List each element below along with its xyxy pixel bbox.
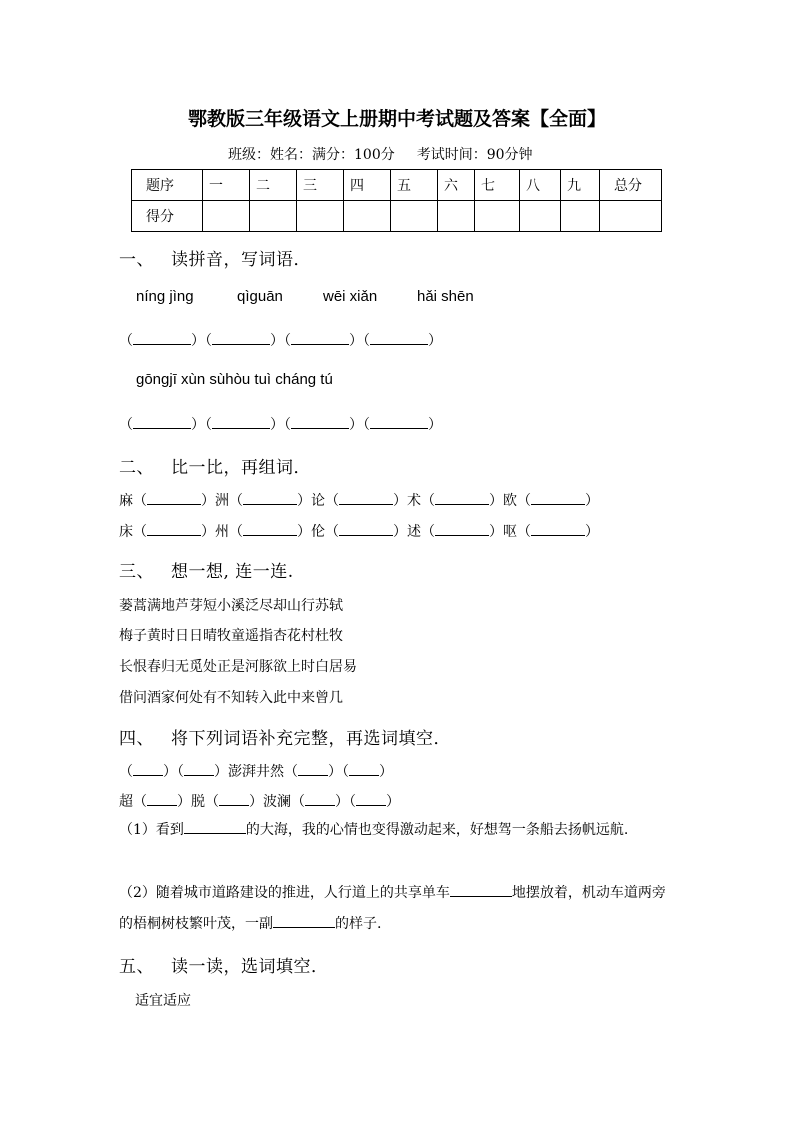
score-header-cell: 七: [475, 170, 520, 201]
character: 术: [407, 493, 421, 509]
score-header-cell: 三: [297, 170, 344, 201]
answer-blank[interactable]: [450, 885, 512, 897]
section-1-heading: 一、 读拼音，写词语．: [119, 250, 311, 270]
poem-line: 蒌蒿满地芦芽短小溪泛尽却山行苏轼: [119, 598, 343, 614]
idiom-part: 脱: [191, 794, 205, 810]
score-cell[interactable]: [600, 201, 662, 232]
answer-blank[interactable]: [435, 493, 489, 505]
class-name-score: 班级：姓名：满分：100分: [228, 147, 395, 163]
character: 述: [407, 524, 421, 540]
answer-blanks-row-1: （ ）（ ）（ ）（ ）: [119, 333, 442, 349]
answer-blank[interactable]: [133, 333, 191, 345]
question-1: （1）看到 的大海，我的心情也变得激动起来，好想驾一条船去扬帆远航.: [119, 822, 629, 838]
answer-blank[interactable]: [147, 794, 177, 806]
answer-blank[interactable]: [243, 524, 297, 536]
compare-row-2: 床（ ）州（ ）伦（ ）述（ ）呕（ ）: [119, 524, 599, 540]
pinyin-item: wēi xiǎn: [323, 288, 378, 305]
answer-blank[interactable]: [219, 794, 249, 806]
character: 麻: [119, 493, 133, 509]
answer-blank[interactable]: [184, 822, 246, 834]
answer-blank[interactable]: [212, 333, 270, 345]
score-header-cell: 题序: [132, 170, 203, 201]
answer-blank[interactable]: [184, 764, 214, 776]
idiom-part: 澎湃井然: [228, 764, 284, 780]
character: 欧: [503, 493, 517, 509]
idiom-part: 超: [119, 794, 133, 810]
score-header-cell: 九: [561, 170, 600, 201]
compare-row-1: 麻（ ）洲（ ）论（ ）术（ ）欧（ ）: [119, 493, 599, 509]
idiom-row-1: （ ）（ ）澎湃井然（ ）（ ）: [119, 764, 393, 780]
score-header-cell: 五: [391, 170, 438, 201]
score-cell[interactable]: [561, 201, 600, 232]
section-5-heading: 五、 读一读，选词填空．: [119, 957, 329, 977]
word-choices: 适宜适应: [135, 993, 191, 1009]
answer-blank[interactable]: [212, 417, 270, 429]
score-header-cell: 一: [203, 170, 250, 201]
section-3-heading: 三、 想一想, 连一连.: [119, 562, 294, 582]
answer-blank[interactable]: [349, 764, 379, 776]
answer-blank[interactable]: [305, 794, 335, 806]
score-header-cell: 二: [250, 170, 297, 201]
answer-blank[interactable]: [147, 524, 201, 536]
answer-blank[interactable]: [273, 916, 335, 928]
answer-blank[interactable]: [147, 493, 201, 505]
poem-line: 借问酒家何处有不知转入此中来曾几: [119, 690, 343, 706]
answer-blank[interactable]: [243, 493, 297, 505]
answer-blank[interactable]: [291, 417, 349, 429]
answer-blank[interactable]: [339, 524, 393, 536]
score-header-cell: 八: [520, 170, 561, 201]
score-cell[interactable]: [344, 201, 391, 232]
section-4-heading: 四、 将下列词语补充完整，再选词填空．: [119, 729, 451, 749]
score-table-header-row: [132, 170, 662, 201]
character: 呕: [503, 524, 517, 540]
question-2: （2）随着城市道路建设的推进，人行道上的共享单车 地摆放着，机动车道两旁的梧桐树枝繁叶茂，一副 的样子.: [119, 885, 666, 932]
score-table-score-row: [132, 201, 662, 232]
answer-blank[interactable]: [298, 764, 328, 776]
score-header-cell: 总分: [600, 170, 662, 201]
score-row-label: 得分: [132, 201, 203, 232]
answer-blank[interactable]: [133, 764, 163, 776]
answer-blanks-row-2: （ ）（ ）（ ）（ ）: [119, 417, 442, 433]
score-cell[interactable]: [203, 201, 250, 232]
pinyin-item: hǎi shēn: [417, 288, 474, 305]
exam-meta: [228, 144, 533, 164]
character: 伦: [311, 524, 325, 540]
answer-blank[interactable]: [339, 493, 393, 505]
poem-line: 长恨春归无觅处正是河豚欲上时白居易: [119, 659, 357, 675]
answer-blank[interactable]: [133, 417, 191, 429]
score-table: [131, 169, 662, 232]
answer-blank[interactable]: [370, 333, 428, 345]
score-cell[interactable]: [475, 201, 520, 232]
score-cell[interactable]: [297, 201, 344, 232]
section-2-heading: 二、 比一比，再组词．: [119, 458, 311, 478]
character: 床: [119, 524, 133, 540]
idiom-row-2: 超（ ）脱（ ）波澜（ ）（ ）: [119, 794, 400, 810]
answer-blank[interactable]: [435, 524, 489, 536]
poem-line: 梅子黄时日日晴牧童遥指杏花村杜牧: [119, 628, 343, 644]
answer-blank[interactable]: [531, 493, 585, 505]
score-cell[interactable]: [520, 201, 561, 232]
answer-blank[interactable]: [291, 333, 349, 345]
exam-time: 考试时间：90分钟: [416, 147, 533, 163]
character: 论: [311, 493, 325, 509]
answer-blank[interactable]: [531, 524, 585, 536]
score-header-cell: 六: [438, 170, 475, 201]
score-cell[interactable]: [250, 201, 297, 232]
page-title: 鄂教版三年级语文上册期中考试题及答案【全面】: [187, 108, 606, 130]
character: 洲: [215, 493, 229, 509]
answer-blank[interactable]: [356, 794, 386, 806]
character: 州: [215, 524, 229, 540]
answer-blank[interactable]: [370, 417, 428, 429]
pinyin-item: qìguān: [237, 288, 283, 305]
pinyin-item: níng jìng: [136, 288, 194, 305]
score-cell[interactable]: [438, 201, 475, 232]
idiom-part: 波澜: [263, 794, 291, 810]
pinyin-row-2: gōngjī xùn sùhòu tuì cháng tú: [136, 371, 333, 388]
score-cell[interactable]: [391, 201, 438, 232]
score-header-cell: 四: [344, 170, 391, 201]
